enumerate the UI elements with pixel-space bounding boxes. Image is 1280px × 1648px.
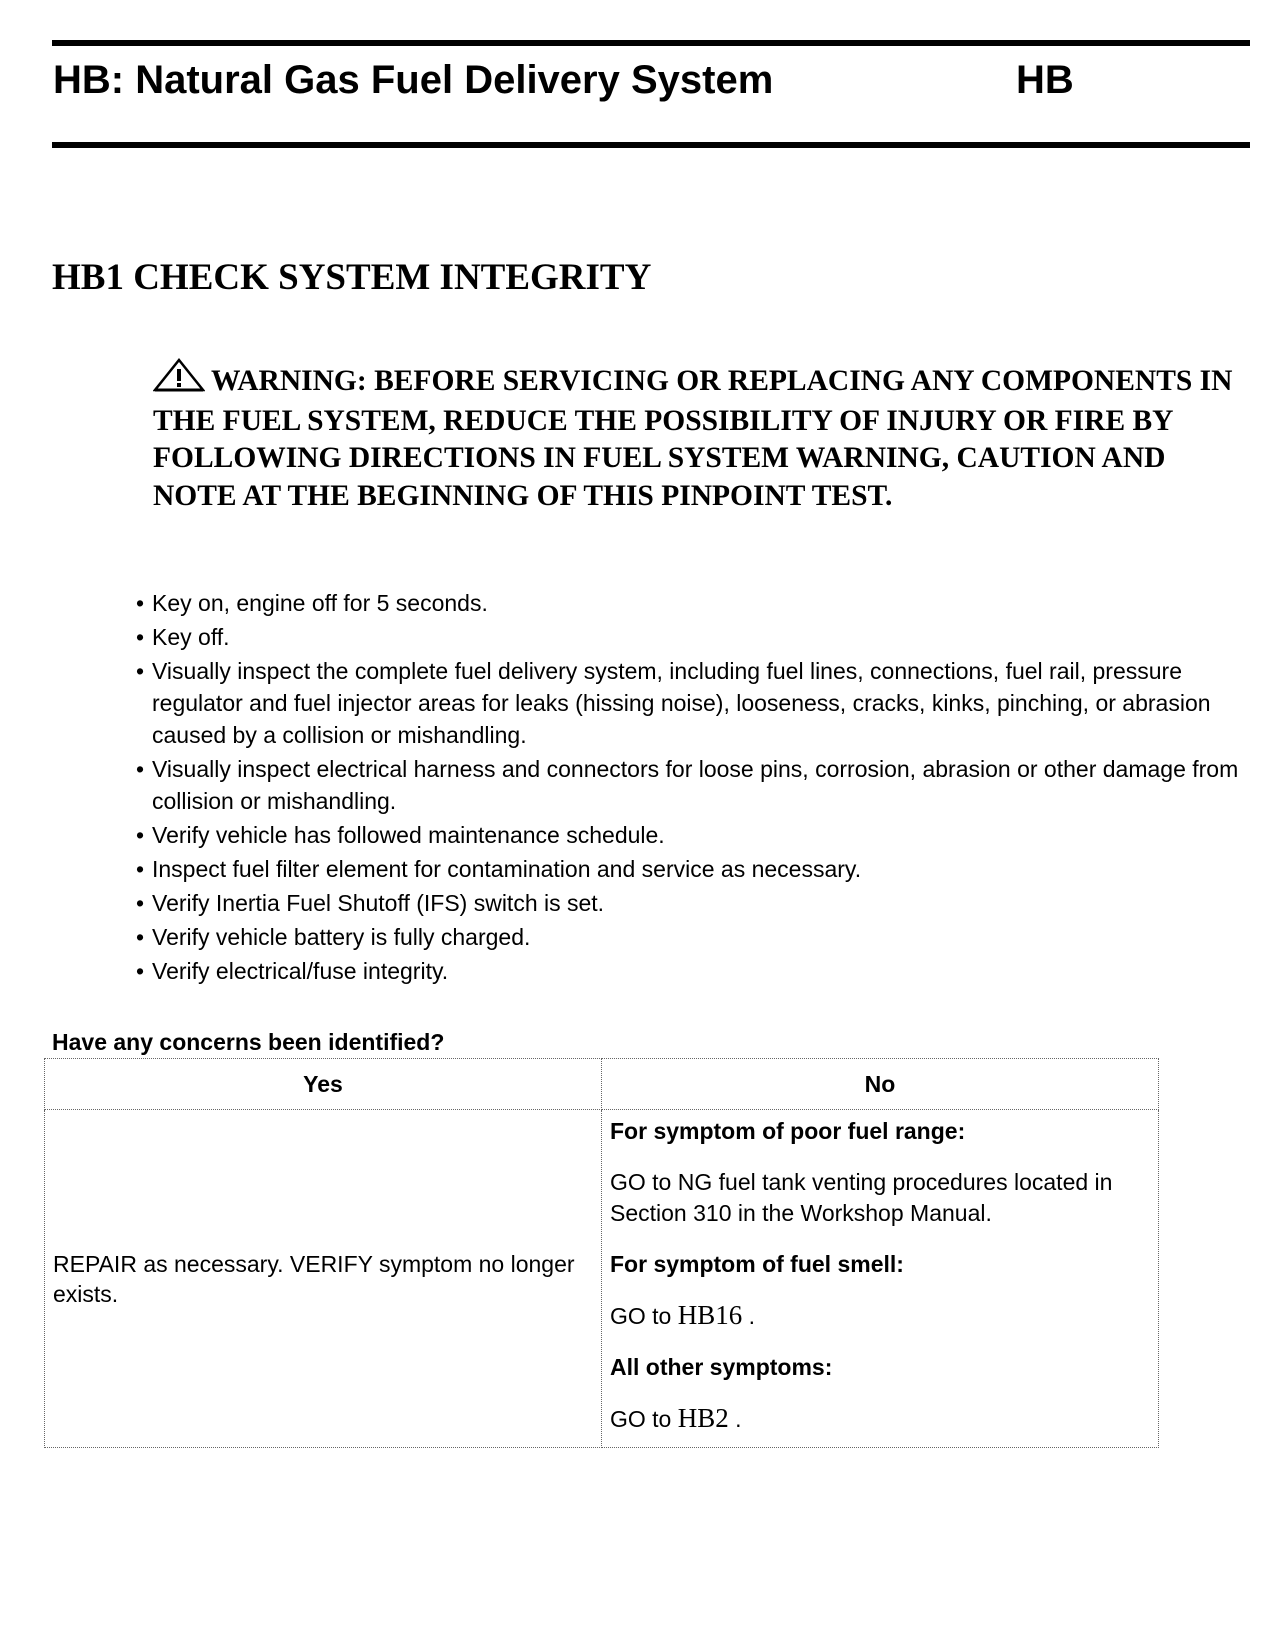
header-bottom-rule — [52, 142, 1250, 148]
bullet-icon: • — [136, 856, 145, 882]
list-item — [136, 819, 1246, 851]
warning-triangle-icon — [153, 358, 205, 403]
list-item — [136, 955, 1246, 987]
step-text: Key on, engine off for 5 seconds. — [152, 590, 488, 616]
step-text: Verify Inertia Fuel Shutoff (IFS) switch is set. — [152, 890, 605, 916]
yes-column-header: Yes — [45, 1059, 602, 1110]
yes-action-cell: REPAIR as necessary. VERIFY symptom no longer exists. — [45, 1110, 602, 1448]
list-item — [136, 655, 1246, 751]
hb2-link[interactable]: HB2 — [677, 1403, 729, 1433]
other-symptoms-heading: All other symptoms: — [610, 1354, 833, 1380]
list-item — [136, 587, 1246, 619]
page-title: HB: Natural Gas Fuel Delivery System — [53, 58, 774, 102]
step-text: Verify electrical/fuse integrity. — [152, 958, 449, 984]
step-text: Visually inspect the complete fuel delivery system, including fuel lines, connections, fuel rail, pressure regulator and fuel injector areas for leaks (hissing noise), looseness, cracks, kinks, pinching, or abrasion caused by a collision or mishandling. — [152, 658, 1211, 748]
section-heading: HB1 CHECK SYSTEM INTEGRITY — [52, 257, 652, 298]
poor-range-heading: For symptom of poor fuel range: — [610, 1118, 966, 1144]
list-item — [136, 887, 1246, 919]
decision-table — [44, 1058, 1159, 1448]
list-item — [136, 853, 1246, 885]
no-action-cell — [602, 1110, 1159, 1448]
hb16-link[interactable]: HB16 — [677, 1300, 743, 1330]
poor-range-action: GO to NG fuel tank venting procedures located in Section 310 in the Workshop Manual. — [610, 1169, 1113, 1226]
list-item — [136, 921, 1246, 953]
step-text: Inspect fuel filter element for contamination and service as necessary. — [152, 856, 862, 882]
bullet-icon: • — [136, 924, 145, 950]
step-text: Visually inspect electrical harness and connectors for loose pins, corrosion, abrasion or other damage from collision or mishandling. — [152, 756, 1239, 814]
step-text: Key off. — [152, 624, 230, 650]
header-top-rule — [52, 40, 1250, 46]
fuel-smell-heading: For symptom of fuel smell: — [610, 1251, 904, 1277]
bullet-icon: • — [136, 658, 145, 684]
section-code: HB — [1016, 58, 1074, 102]
warning-block — [153, 358, 1233, 515]
no-column-header: No — [602, 1059, 1159, 1110]
poor-range-block — [610, 1116, 1150, 1147]
list-item — [136, 753, 1246, 817]
other-symptoms-block — [610, 1352, 1150, 1383]
table-row — [45, 1110, 1159, 1448]
other-symptoms-action: GO to HB2 . — [610, 1403, 742, 1433]
step-text: Verify vehicle has followed maintenance schedule. — [152, 822, 665, 848]
bullet-icon: • — [136, 958, 145, 984]
goto-label: GO to — [610, 1406, 672, 1432]
fuel-smell-action: GO to HB16 . — [610, 1300, 756, 1330]
step-text: Verify vehicle battery is fully charged. — [152, 924, 531, 950]
goto-label: GO to — [610, 1303, 672, 1329]
fuel-smell-block — [610, 1249, 1150, 1280]
bullet-icon: • — [136, 890, 145, 916]
table-header-row — [45, 1059, 1159, 1110]
bullet-icon: • — [136, 624, 145, 650]
decision-question: Have any concerns been identified? — [52, 1029, 445, 1055]
list-item — [136, 621, 1246, 653]
bullet-icon: • — [136, 756, 145, 782]
warning-text: WARNING: BEFORE SERVICING OR REPLACING ANY COMPONENTS IN THE FUEL SYSTEM, REDUCE THE POSSIBILITY OF INJURY OR FIRE BY FOLLOWING DIRECTIONS IN FUEL SYSTEM WARNING, CAUTION AND NOTE AT THE BEGINNING OF THIS PINPOINT TEST. — [153, 365, 1233, 512]
bullet-icon: • — [136, 590, 145, 616]
bullet-icon: • — [136, 822, 145, 848]
inspection-steps — [136, 587, 1246, 989]
